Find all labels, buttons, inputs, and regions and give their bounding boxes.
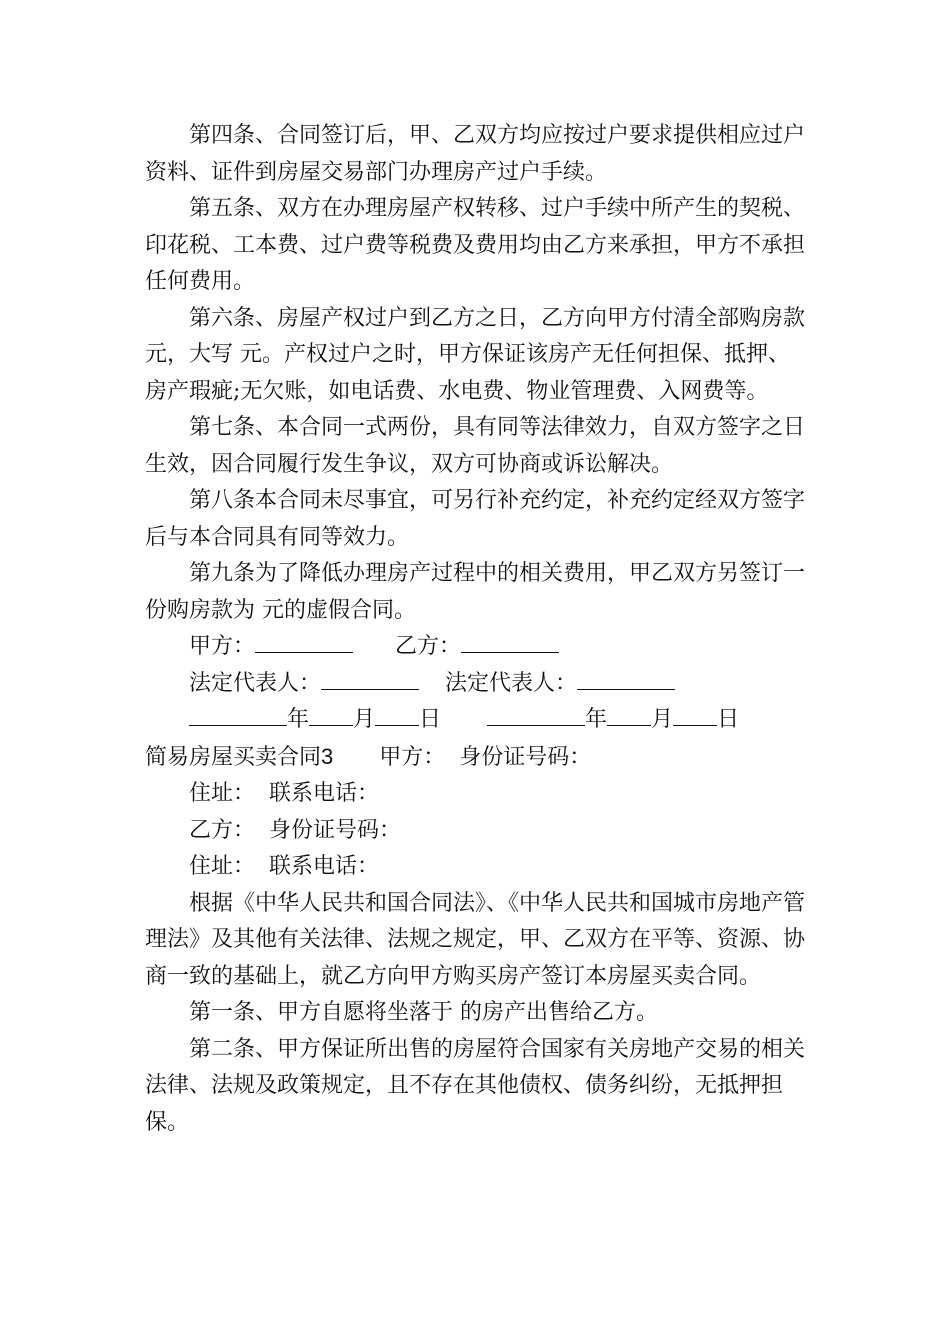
party-b-day-blank bbox=[673, 705, 717, 726]
party-a-day-blank bbox=[375, 705, 419, 726]
contract3-basis: 根据《中华人民共和国合同法》、《中华人民共和国城市房地产管理法》及其他有关法律、法规之规定，甲、乙双方在平等、资源、协商一致的基础上，就乙方向甲方购买房产签订本房屋买卖合同。 bbox=[145, 890, 806, 989]
contract3-party-a: 甲方： bbox=[379, 744, 446, 770]
contract3-party-a-id: 身份证号码： bbox=[459, 744, 592, 770]
party-a-address-row bbox=[145, 776, 810, 813]
party-b-label: 乙方： bbox=[395, 634, 462, 659]
party-b-rep-blank bbox=[577, 669, 675, 690]
article-5: 第五条、双方在办理房屋产权转移、过户手续中所产生的契税、印花税、工本费、过户费等税费及费用均由乙方来承担，甲方不承担任何费用。 bbox=[145, 196, 806, 294]
party-b-rep-label: 法定代表人： bbox=[445, 670, 578, 696]
article-6: 第六条、房屋产权过户到乙方之日，乙方向甲方付清全部购房款元，大写 元。产权过户之时，甲方保证该房产无任何担保、抵押、房产瑕疵;无欠账，如电话费、水电费、物业管理费、入网费等。 bbox=[145, 305, 806, 404]
party-a-address-label: 住址： bbox=[189, 781, 256, 806]
party-a-rep-label: 法定代表人： bbox=[189, 670, 322, 696]
day-label-a: 日 bbox=[419, 707, 442, 732]
party-a-rep-blank bbox=[321, 669, 419, 690]
signature-party-row bbox=[145, 629, 810, 666]
signature-rep-row bbox=[145, 666, 810, 703]
document-body bbox=[145, 118, 810, 1141]
article-8: 第八条本合同未尽事宜，可另行补充约定，补充约定经双方签字后与本合同具有同等效力。 bbox=[145, 488, 806, 550]
party-b-row bbox=[145, 813, 810, 850]
party-a-phone-label: 联系电话： bbox=[269, 781, 380, 806]
party-b-blank bbox=[461, 632, 559, 653]
party-b-phone-label: 联系电话： bbox=[269, 854, 380, 879]
contract3-article-2: 第二条、甲方保证所出售的房屋符合国家有关房地产交易的相关法律、法规及政策规定，且不存在其他债权、债务纠纷，无抵押担保。 bbox=[145, 1036, 806, 1135]
article-7: 第七条、本合同一式两份，具有同等法律效力，自双方签字之日生效，因合同履行发生争议，双方可协商或诉讼解决。 bbox=[145, 415, 806, 477]
month-label-b: 月 bbox=[651, 707, 674, 732]
article-9: 第九条为了降低办理房产过程中的相关费用，甲乙双方另签订一份购房款为 元的虚假合同。 bbox=[145, 561, 806, 623]
signature-date-row bbox=[145, 702, 810, 739]
year-label-a: 年 bbox=[287, 707, 310, 732]
article-4: 第四条、合同签订后，甲、乙双方均应按过户要求提供相应过户资料、证件到房屋交易部门办理房产过户手续。 bbox=[145, 123, 806, 185]
party-a-label: 甲方： bbox=[189, 634, 256, 659]
contract3-article-1: 第一条、甲方自愿将坐落于 的房产出售给乙方。 bbox=[189, 1000, 658, 1025]
party-a-year-blank bbox=[189, 705, 287, 726]
party-a-month-blank bbox=[309, 705, 353, 726]
month-label-a: 月 bbox=[353, 707, 376, 732]
contract3-heading-row bbox=[145, 739, 810, 777]
party-a-blank bbox=[255, 632, 353, 653]
contract3-title: 简易房屋买卖合同3 bbox=[145, 743, 334, 769]
party-b-month-blank bbox=[607, 705, 651, 726]
year-label-b: 年 bbox=[585, 707, 608, 732]
party-b-address-label: 住址： bbox=[189, 854, 256, 879]
party-b-address-row bbox=[145, 849, 810, 886]
party-b-year-blank bbox=[487, 705, 585, 726]
day-label-b: 日 bbox=[717, 707, 740, 732]
contract3-party-b-id: 身份证号码： bbox=[269, 817, 402, 843]
contract3-party-b: 乙方： bbox=[189, 817, 256, 843]
